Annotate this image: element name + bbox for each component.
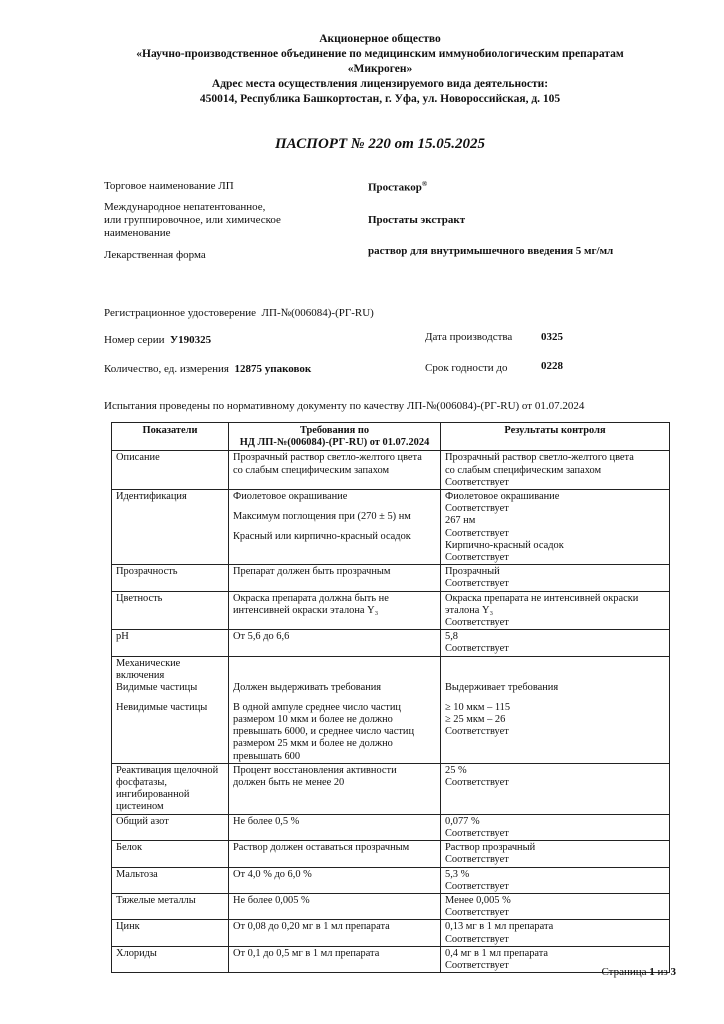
param-requirement: Раствор должен оставаться прозрачным [229,841,441,867]
param-result [441,867,670,893]
param-result [441,565,670,591]
param-name: Хлориды [112,946,229,972]
cell-line: 0,4 мг в 1 мл препарата [445,947,549,959]
param-requirement [229,656,441,763]
org-brand: «Микроген» [347,63,413,75]
param-name [112,763,229,814]
cell-line: Соответствует [445,777,509,789]
page-prefix: Страница [601,966,650,978]
table-row [112,946,670,972]
cell-line: 5,8 [445,631,458,643]
cell-line: Окраска препарата должна быть не [233,592,389,604]
cell-line: В одной ампуле среднее число частиц [233,701,401,713]
param-name: Тяжелые металлы [112,893,229,919]
param-result [441,451,670,490]
param-name: Общий азот [112,814,229,840]
param-requirement: От 5,6 до 6,6 [229,630,441,656]
cell-line: фосфатазы, [116,777,167,789]
cell-line: Красный или кирпично-красный осадок [233,531,411,543]
column-header: Показатели [112,423,229,451]
param-name: Белок [112,841,229,867]
reg-value: ЛП-№(006084)-(РГ-RU) [261,307,374,319]
cell-line: цистеином [116,801,164,813]
cell-line: Прозрачный [445,566,500,578]
table-row [112,893,670,919]
param-name: Прозрачность [112,565,229,591]
trade-name-text: Простакор [368,181,422,194]
table-row [112,656,670,763]
cell-line: со слабым специфическим запахом [445,464,602,476]
cell-line: ≥ 25 мкм – 26 [445,714,506,726]
form-label: Лекарственная форма [104,249,206,261]
cell-line: Механические [116,657,181,669]
quantity [104,363,311,376]
param-result [441,841,670,867]
param-name: Цинк [112,920,229,946]
column-header [229,423,441,451]
table-row [112,591,670,630]
param-result [441,893,670,919]
param-requirement: Не более 0,5 % [229,814,441,840]
cell-line: интенсивней окраски эталона Y₃ [233,604,379,616]
inn-value: Простаты экстракт [368,214,466,226]
param-requirement [229,451,441,490]
cell-line: размером 25 мкм и более не должно [233,738,393,750]
trade-name-label: Торговое наименование ЛП [104,180,234,192]
param-requirement: От 0,08 до 0,20 мг в 1 мл препарата [229,920,441,946]
cell-line: Соответствует [445,503,509,515]
cell-line: эталона Y₃ [445,604,494,616]
cell-line: превышать 6000, и среднее число частиц [233,726,415,738]
passport-title: ПАСПОРТ № 220 от 15.05.2025 [274,136,486,152]
cell-line: Менее 0,005 % [445,894,511,906]
param-requirement [229,763,441,814]
registration [104,307,374,320]
inn-label-line: или группировочное, или химическое [104,214,281,226]
cell-line: Соответствует [445,854,509,866]
prod-date-value: 0325 [541,331,563,343]
param-result [441,814,670,840]
table-header-row [112,423,670,451]
series-label: Номер серии [104,334,165,346]
table-row [112,565,670,591]
table-row [112,841,670,867]
qty-value: 12875 упаковок [234,363,312,375]
header-line: Требования по [299,425,370,436]
param-requirement: От 4,0 % до 6,0 % [229,867,441,893]
cell-line: Прозрачный раствор светло-желтого цвета [445,452,634,464]
cell-line: Соответствует [445,578,509,590]
cell-line: ≥ 10 мкм – 115 [445,701,511,713]
param-result [441,490,670,565]
reg-label: Регистрационное удостоверение [104,307,257,319]
tests-note: Испытания проведены по нормативному документу по качеству ЛП-№(006084)-(РГ-RU) от 01.07.2024 [104,400,585,412]
cell-line: 0,13 мг в 1 мл препарата [445,921,554,933]
table-row [112,630,670,656]
cell-line: 5,3 % [445,868,470,880]
table-row [112,920,670,946]
cell-line: превышать 600 [233,750,301,762]
registered-mark: ® [421,180,428,188]
cell-line: Кирпично-красный осадок [445,539,564,551]
series [104,334,211,347]
param-requirement: От 0,1 до 0,5 мг в 1 мл препарата [229,946,441,972]
org-type: Акционерное общество [319,33,441,45]
cell-line: Прозрачный раствор светло-желтого цвета [233,452,422,464]
cell-line: Выдерживает требования [445,681,559,693]
cell-line: Окраска препарата не интенсивней окраски [445,592,639,604]
address-label: Адрес места осуществления лицензируемого вида деятельности: [211,78,549,90]
param-result [441,591,670,630]
param-requirement: Не более 0,005 % [229,893,441,919]
cell-line: Максимум поглощения при (270 ± 5) нм [233,511,411,523]
cell-line: Невидимые частицы [116,702,208,714]
org-header [100,32,660,107]
org-name: «Научно-производственное объединение по медицинским иммунобиологическим препаратам [136,48,624,60]
cell-line: Соответствует [445,827,509,839]
param-requirement: Препарат должен быть прозрачным [229,565,441,591]
table-row [112,814,670,840]
address-value: 450014, Республика Башкортостан, г. Уфа, ул. Новороссийская, д. 105 [199,93,561,105]
cell-line: должен быть не менее 20 [233,777,345,789]
form-value: раствор для внутримышечного введения 5 мг/мл [368,245,614,257]
cell-line: Фиолетовое окрашивание [233,491,348,503]
param-requirement [229,490,441,565]
expiry-value: 0228 [541,360,563,372]
cell-line: Соответствует [445,476,509,488]
param-result [441,763,670,814]
cell-line: Фиолетовое окрашивание [445,491,560,503]
cell-line: Соответствует [445,726,509,738]
param-result [441,630,670,656]
table-row [112,867,670,893]
column-header: Результаты контроля [441,423,670,451]
param-name: pH [112,630,229,656]
param-name: Описание [112,451,229,490]
page-total: 3 [670,966,676,978]
param-result [441,656,670,763]
cell-line: Реактивация щелочной [116,764,219,776]
param-name: Цветность [112,591,229,630]
cell-line: Должен выдерживать требования [233,681,382,693]
expiry-label: Срок годности до [425,362,508,374]
inn-label-line: наименование [104,227,171,239]
table-row [112,490,670,565]
cell-line: Соответствует [445,552,509,564]
cell-line: размером 10 мкм и более не должно [233,714,393,726]
cell-line: Видимые частицы [116,682,198,694]
cell-line: Соответствует [445,527,509,539]
cell-line: Соответствует [445,907,509,919]
param-result [441,920,670,946]
param-requirement [229,591,441,630]
inn-label [104,201,281,240]
qty-label: Количество, ед. измерения [104,363,229,375]
prod-date-label: Дата производства [425,331,513,343]
cell-line: Соответствует [445,880,509,892]
trade-name-value [368,178,427,195]
cell-line: 25 % [445,764,467,776]
cell-line: Раствор прозрачный [445,842,536,854]
cell-line: 0,077 % [445,815,480,827]
cell-line: Соответствует [445,643,509,655]
page-current: 1 [649,966,655,978]
table-row [112,763,670,814]
cell-line: Соответствует [445,617,509,629]
param-name: Мальтоза [112,867,229,893]
param-name [112,656,229,763]
cell-line: со слабым специфическим запахом [233,464,390,476]
cell-line: 267 нм [445,515,476,527]
cell-line: Соответствует [445,933,509,945]
cell-line: Процент восстановления активности [233,764,397,776]
cell-line: ингибированной [116,789,190,801]
header-line: НД ЛП-№(006084)-(РГ-RU) от 01.07.2024 [239,437,430,449]
param-name: Идентификация [112,490,229,565]
table-row [112,451,670,490]
cell-line: Соответствует [445,959,509,971]
series-value: У190325 [170,334,212,346]
page-of: из [654,966,671,978]
page-number [601,966,676,978]
inn-label-line: Международное непатентованное, [104,201,266,213]
cell-line: включения [116,669,165,681]
quality-table [111,422,670,973]
